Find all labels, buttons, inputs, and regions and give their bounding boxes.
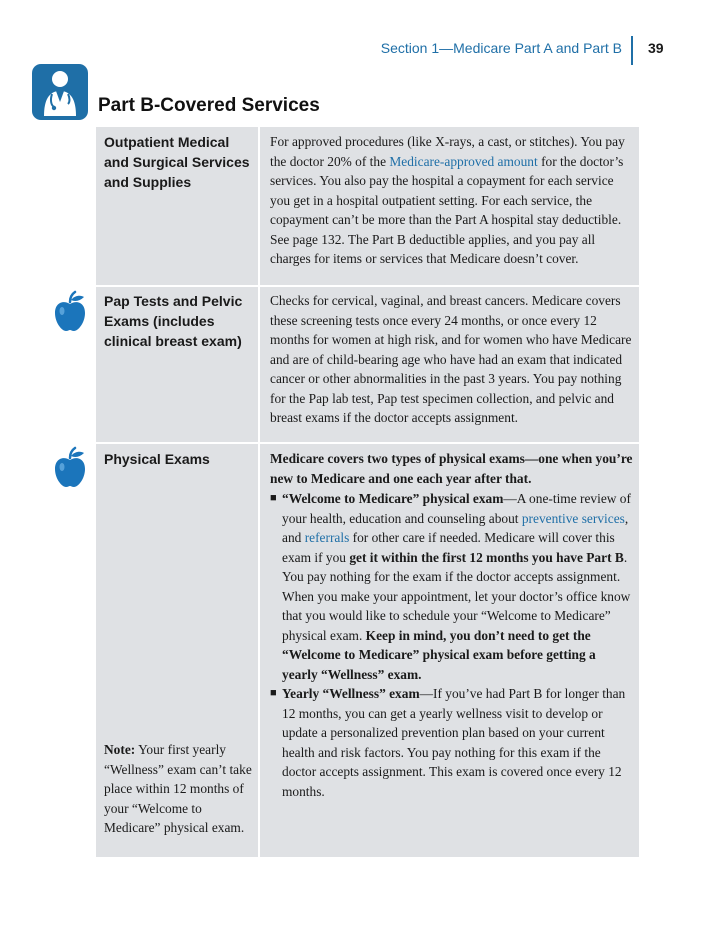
section-title: Section 1—Medicare Part A and Part B: [380, 40, 622, 56]
services-table: [96, 127, 639, 857]
bullet-icon: ■: [270, 687, 277, 699]
header-divider: [631, 36, 633, 65]
doctor-icon: [32, 64, 88, 120]
referrals-link[interactable]: referrals: [304, 530, 350, 545]
preventive-services-link[interactable]: preventive services: [521, 510, 625, 526]
page-number: 39: [648, 40, 664, 56]
note: [104, 740, 260, 838]
physical-exams-intro: Medicare covers two types of physical exams—one when you’re new to Medicare and one each year after that.: [270, 451, 633, 486]
row-description: Checks for cervical, vaginal, and breast cancers. Medicare covers these screening tests once every 24 months, or once every 12 months for women at high risk, and for women who have Medicare and are of child-bearing age who have had an exam that indicated cancer or other abnormalities in the past 3 years. You pay nothing for the Pap lab test, Pap test specimen collection, and pelvic and breast exams if the doctor accepts assignment.: [270, 293, 632, 425]
note-label: Note:: [104, 742, 136, 757]
row-description: [270, 449, 634, 801]
note-text: Your first yearly “Wellness” exam can’t take place within 12 months of your “Welcome to Medicare” physical exam.: [104, 742, 252, 835]
row-label: Outpatient Medical and Surgical Services and Supplies: [104, 134, 250, 190]
list-item: ■ Yearly “Wellness” exam—If you’ve had Part B for longer than 12 months, you can get a yearly wellness visit to develop or update a personalized prevention plan based on your current health and risk factors. You pay nothing for this exam if the doctor accepts assignment. This exam is covered once every 12 months.: [270, 686, 626, 799]
bullet-icon: ■: [270, 492, 277, 504]
table-row: [96, 127, 639, 285]
table-row: [96, 287, 639, 442]
apple-icon: [53, 290, 87, 332]
page-title: Part B-Covered Services: [98, 95, 320, 116]
medicare-approved-amount-link[interactable]: Medicare-approved amount: [389, 153, 538, 169]
apple-icon: [53, 446, 87, 488]
row-label: Physical Exams: [104, 451, 210, 467]
list-item: ■ “Welcome to Medicare” physical exam—A one-time review of your health, education and counseling about preventive services, and referrals for other care if needed. Medicare will cover this exam if you get it within the first 12 months you have Part B. You pay nothing for the exam if the doctor accepts assignment. When you make your appointment, let your doctor’s office know that you would like to schedule your “Welcome to Medicare” physical exam. Keep in mind, you don’t need to get the “Welcome to Medicare” physical exam before getting a yearly “Wellness” exam.: [270, 491, 631, 682]
row-label: Pap Tests and Pelvic Exams (includes clinical breast exam): [104, 293, 243, 349]
table-row: [96, 444, 639, 857]
row-description: For approved procedures (like X-rays, a cast, or stitches). You pay the doctor 20% of the Medicare-approved amount for the doctor’s services. You also pay the hospital a copayment for each service you get in a hospital outpatient setting. For each service, the copayment can’t be more than the Part A hospital stay deductible. See page 132. The Part B deductible applies, and you pay all charges for items or services that Medicare doesn’t cover.: [270, 134, 625, 266]
